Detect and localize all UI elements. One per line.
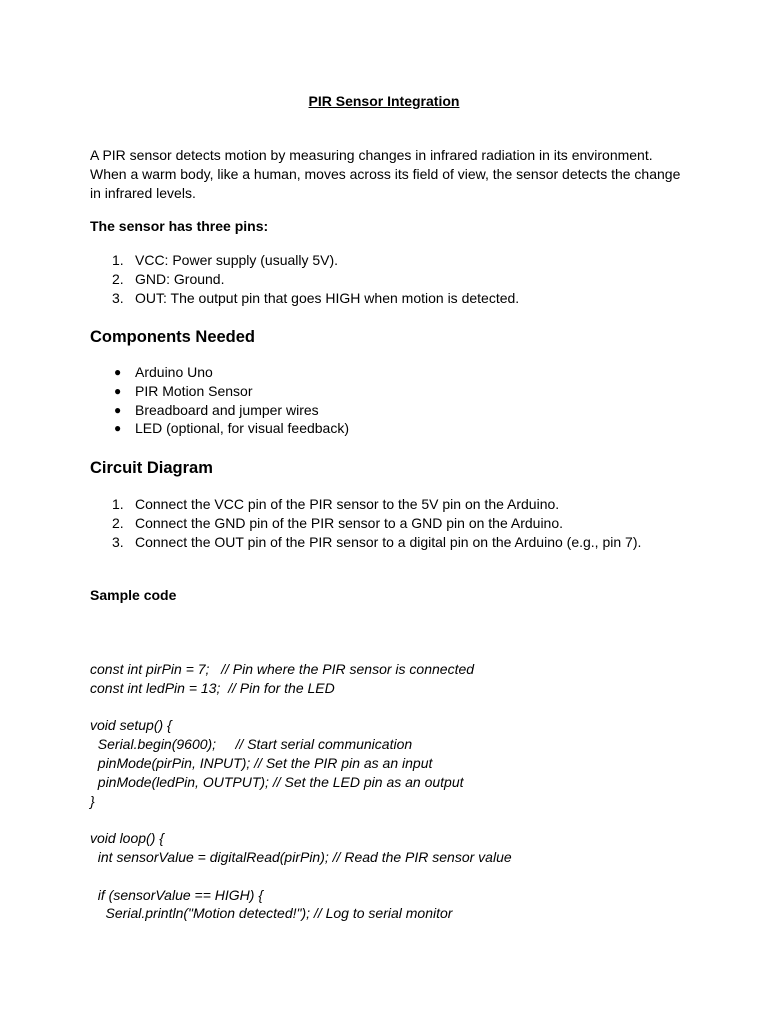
- list-marker: 1.: [112, 252, 124, 268]
- components-list: [90, 363, 349, 438]
- list-item-text: VCC: Power supply (usually 5V).: [135, 252, 339, 268]
- list-marker: 3.: [112, 533, 124, 550]
- list-item: [90, 514, 641, 533]
- list-item: [90, 401, 349, 420]
- code-line: Serial.begin(9600); // Start serial communication: [90, 736, 413, 753]
- components-heading: Components Needed: [90, 328, 256, 346]
- document-title: PIR Sensor Integration: [308, 93, 460, 109]
- list-marker: ●: [114, 421, 122, 436]
- list-item-text: Arduino Uno: [135, 364, 213, 380]
- list-item-text: GND: Ground.: [135, 270, 225, 287]
- code-line: [90, 698, 730, 717]
- list-item: [90, 270, 519, 289]
- list-marker: ●: [114, 402, 122, 417]
- list-marker: 3.: [112, 289, 124, 306]
- circuit-heading: Circuit Diagram: [90, 459, 213, 477]
- pins-list: [90, 251, 519, 307]
- list-item: [90, 382, 349, 401]
- code-block: [90, 660, 730, 923]
- list-item-text: Breadboard and jumper wires: [135, 401, 319, 418]
- code-line: [90, 867, 730, 886]
- list-item: [90, 363, 349, 382]
- list-item-text: Connect the OUT pin of the PIR sensor to a digital pin on the Arduino (e.g., pin 7).: [135, 533, 642, 550]
- code-line: }: [90, 792, 95, 809]
- code-line: Serial.println("Motion detected!"); // Log to serial monitor: [90, 905, 453, 922]
- code-line: int sensorValue = digitalRead(pirPin); // Read the PIR sensor value: [90, 848, 512, 865]
- code-line: const int ledPin = 13; // Pin for the LED: [90, 679, 335, 696]
- list-marker: ●: [114, 383, 122, 398]
- code-line: const int pirPin = 7; // Pin where the PIR sensor is connected: [90, 661, 475, 677]
- circuit-steps-list: [90, 495, 641, 551]
- code-line: pinMode(ledPin, OUTPUT); // Set the LED pin as an output: [90, 773, 464, 790]
- list-item-text: Connect the VCC pin of the PIR sensor to the 5V pin on the Arduino.: [135, 496, 560, 512]
- code-line: pinMode(pirPin, INPUT); // Set the PIR pin as an input: [90, 754, 433, 771]
- list-marker: ●: [114, 365, 122, 379]
- list-item-text: OUT: The output pin that goes HIGH when motion is detected.: [135, 289, 520, 306]
- code-line: void setup() {: [90, 717, 172, 734]
- code-line: [90, 810, 730, 829]
- list-item: [90, 251, 519, 270]
- list-item-text: Connect the GND pin of the PIR sensor to a GND pin on the Arduino.: [135, 514, 564, 531]
- list-item: [90, 289, 519, 308]
- list-marker: 2.: [112, 514, 124, 531]
- list-marker: 2.: [112, 270, 124, 287]
- sample-code-heading: Sample code: [90, 587, 177, 603]
- list-item: [90, 533, 641, 552]
- pins-heading: The sensor has three pins:: [90, 218, 269, 234]
- list-marker: 1.: [112, 496, 124, 512]
- list-item-text: LED (optional, for visual feedback): [135, 420, 349, 437]
- list-item: [90, 419, 349, 438]
- list-item: [90, 495, 641, 514]
- intro-paragraph: A PIR sensor detects motion by measuring changes in infrared radiation in its environment. When a warm body, like a human, moves across its field of view, the sensor detects the change in infrared levels.: [90, 147, 681, 201]
- code-line: if (sensorValue == HIGH) {: [90, 886, 263, 903]
- list-item-text: PIR Motion Sensor: [135, 382, 253, 399]
- code-line: void loop() {: [90, 830, 164, 847]
